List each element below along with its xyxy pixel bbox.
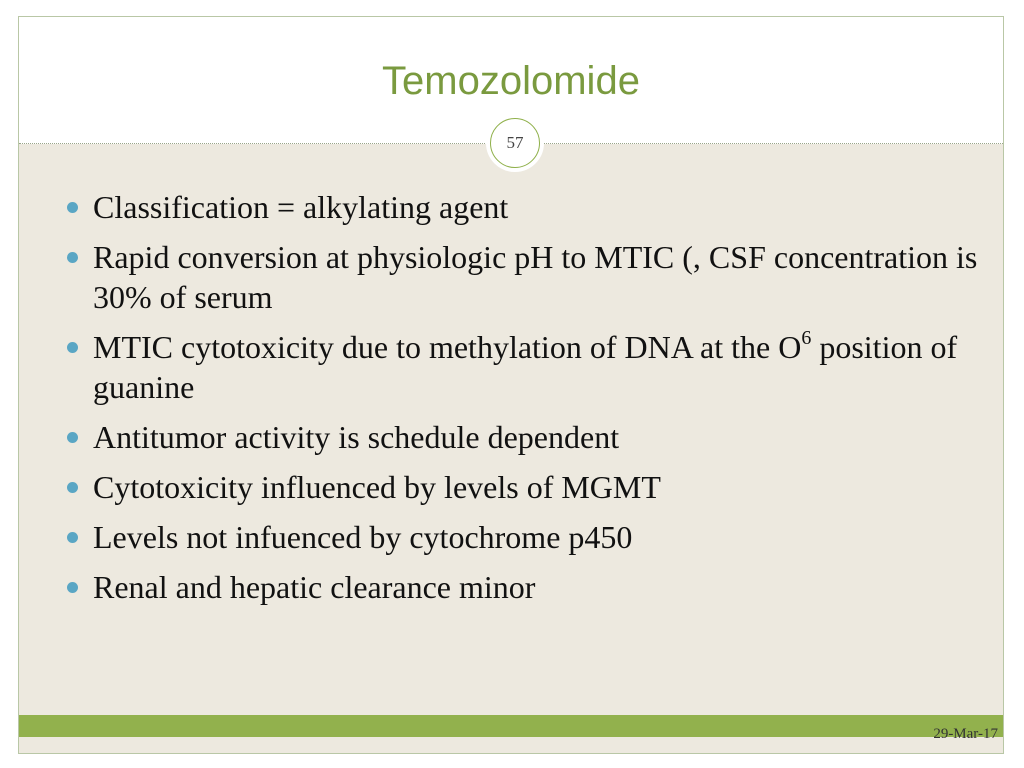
list-item (61, 467, 981, 507)
list-item (61, 327, 981, 407)
bullet-icon (67, 432, 78, 443)
bullet-icon (67, 482, 78, 493)
list-item (61, 567, 981, 607)
list-item (61, 517, 981, 557)
footer-accent-bar (19, 715, 1003, 737)
bullet-text: Renal and hepatic clearance minor (93, 569, 536, 605)
bullet-list (61, 187, 981, 617)
list-item (61, 237, 981, 317)
slide-frame (18, 16, 1004, 754)
page-number: 57 (490, 118, 540, 168)
bullet-icon (67, 342, 78, 353)
bullet-icon (67, 582, 78, 593)
slide-title: Temozolomide (382, 59, 640, 103)
superscript: 6 (801, 327, 812, 349)
bullet-icon (67, 252, 78, 263)
bullet-text: MTIC cytotoxicity due to methylation of DNA at the O (93, 329, 802, 365)
bullet-text-continued: position of guanine (93, 329, 958, 405)
slide-date: 29-Mar-17 (933, 726, 998, 742)
bullet-text: Rapid conversion at physiologic pH to MTIC (, CSF concentration is 30% of serum (93, 239, 978, 315)
bullet-icon (67, 532, 78, 543)
bullet-text: Levels not infuenced by cytochrome p450 (93, 519, 633, 555)
list-item (61, 187, 981, 227)
bullet-text: Antitumor activity is schedule dependent (93, 419, 620, 455)
bullet-text: Cytotoxicity influenced by levels of MGMT (93, 469, 661, 505)
bullet-text: Classification = alkylating agent (93, 189, 509, 225)
list-item (61, 417, 981, 457)
page-number-badge (486, 114, 544, 172)
bullet-icon (67, 202, 78, 213)
